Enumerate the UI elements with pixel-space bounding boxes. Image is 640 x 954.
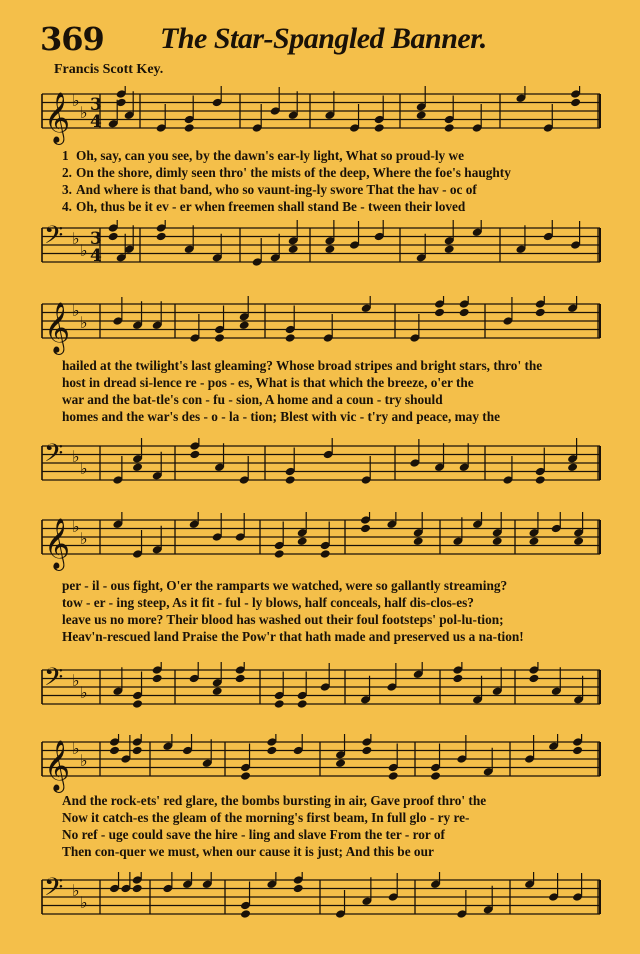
svg-text:4: 4 [90, 246, 102, 266]
verse-line-1: hailed at the twilight's last gleaming? Whose broad stripes and bright stars, thro' the [62, 358, 543, 373]
svg-text:♭: ♭ [80, 751, 88, 770]
treble-staff-1 [0, 86, 640, 146]
svg-text:4: 4 [90, 112, 102, 132]
verse-line-4: Heav'n-rescued land Praise the Pow'r that hath made and preserved us a na-tion! [62, 629, 524, 644]
verse-line-1: 1 Oh, say, can you see, by the dawn's ear-ly light, What so proud-ly we [62, 148, 464, 163]
hymn-title: The Star-Spangled Banner. [160, 22, 487, 55]
bass-staff-1 [0, 220, 640, 280]
verse-line-3: leave us no more? Their blood has washed out their foul footsteps' pol-lu-tion; [62, 612, 504, 627]
svg-text:♭: ♭ [72, 91, 80, 110]
verse-line-3: 3. And where is that band, who so vaunt-ing-ly swore That the hav - oc of [62, 182, 477, 197]
svg-text:♭: ♭ [80, 459, 88, 478]
verse-line-4: 4. Oh, thus be it ev - er when freemen shall stand Be - tween their loved [62, 199, 466, 214]
verse-line-3: war and the bat-tle's con - fu - sion, A home and a coun - try should [62, 392, 443, 407]
svg-text:♭: ♭ [80, 103, 88, 122]
verse-line-4: homes and the war's des - o - la - tion; Blest with vic - t'ry and peace, may the [62, 409, 501, 424]
verse-line-2: host in dread si-lence re - pos - es, What is that which the breeze, o'er the [62, 375, 474, 390]
svg-text:♭: ♭ [80, 241, 88, 260]
svg-text:♭: ♭ [72, 671, 80, 690]
svg-text:3: 3 [90, 229, 102, 249]
svg-text:♭: ♭ [80, 529, 88, 548]
hymn-header [0, 0, 640, 84]
verse-line-4: Then con-quer we must, when our cause it is just; And this be our [62, 844, 434, 859]
treble-staff-2 [0, 296, 640, 356]
treble-clef-icon: 𝄞 [44, 302, 71, 353]
bass-staff-4 [0, 872, 640, 932]
verse-line-1: And the rock-ets' red glare, the bombs bursting in air, Gave proof thro' the [62, 793, 487, 808]
music-system-3 [0, 512, 640, 732]
verse-line-2: tow - er - ing steep, As it fit - ful - ly blows, half conceals, half dis-clos-es? [62, 595, 474, 610]
svg-text:♭: ♭ [80, 313, 88, 332]
author: Francis Scott Key. [54, 62, 164, 77]
hymn-number: 369 [40, 20, 104, 58]
music-system-1 [0, 82, 640, 302]
music-system-4 [0, 730, 640, 950]
treble-staff-3 [0, 512, 640, 572]
bass-clef-icon: 𝄢 [44, 873, 64, 908]
bass-clef-icon: 𝄢 [44, 221, 64, 256]
svg-text:♭: ♭ [72, 301, 80, 320]
verse-line-1: per - il - ous fight, O'er the ramparts we watched, were so gallantly streaming? [62, 578, 508, 593]
treble-clef-icon: 𝄞 [44, 740, 71, 791]
treble-clef-icon: 𝄞 [44, 518, 71, 569]
svg-text:♭: ♭ [72, 881, 80, 900]
svg-text:♭: ♭ [72, 517, 80, 536]
treble-staff-4 [0, 734, 640, 794]
svg-text:♭: ♭ [80, 683, 88, 702]
bass-staff-2 [0, 438, 640, 498]
verse-line-2: Now it catch-es the gleam of the morning's first beam, In full glo - ry re- [62, 810, 470, 825]
svg-text:3: 3 [90, 95, 102, 115]
svg-text:♭: ♭ [72, 229, 80, 248]
svg-text:♭: ♭ [80, 893, 88, 912]
svg-text:♭: ♭ [72, 447, 80, 466]
music-system-2 [0, 296, 640, 516]
treble-clef-icon: 𝄞 [44, 92, 71, 143]
bass-clef-icon: 𝄢 [44, 439, 64, 474]
verse-line-3: No ref - uge could save the hire - ling and slave From the ter - ror of [62, 827, 445, 842]
bass-clef-icon: 𝄢 [44, 663, 64, 698]
verse-line-2: 2. On the shore, dimly seen thro' the mists of the deep, Where the foe's haughty [62, 165, 511, 180]
svg-text:♭: ♭ [72, 739, 80, 758]
bass-staff-3 [0, 662, 640, 722]
